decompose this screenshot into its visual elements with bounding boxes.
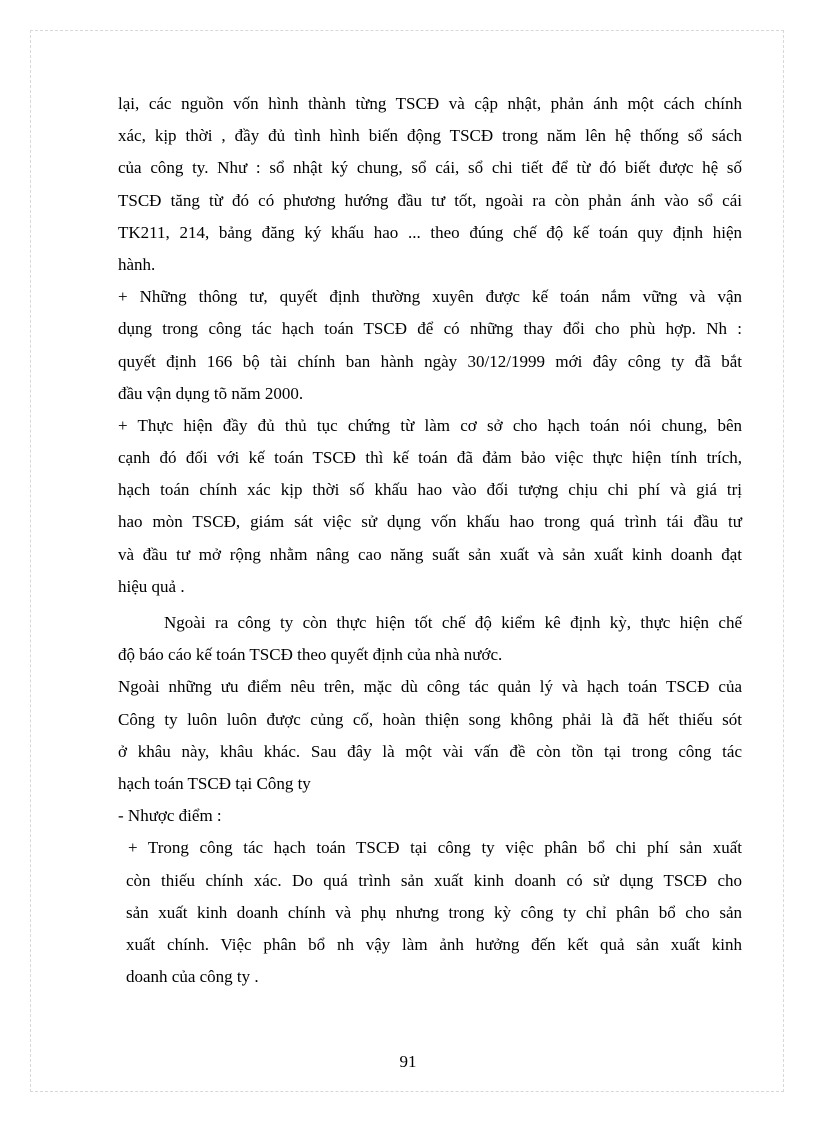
- text-line: hạch toán chính xác kịp thời số khấu hao vào đối tượng chịu chi phí và giá trị: [118, 480, 742, 500]
- text-line: dụng trong công tác hạch toán TSCĐ để có những thay đổi cho phù hợp. Nh :: [118, 319, 742, 339]
- text-line: - Nhược điểm :: [118, 806, 222, 826]
- text-line: xuất chính. Việc phân bổ nh vậy làm ảnh hưởng đến kết quả sản xuất kinh: [126, 934, 742, 954]
- text-line: sản xuất kinh doanh chính và phụ nhưng trong kỳ công ty chỉ phân bổ cho sản: [126, 902, 742, 922]
- text-line: còn thiếu chính xác. Do quá trình sản xuất kinh doanh có sử dụng TSCĐ cho: [126, 870, 742, 890]
- text-line: cạnh đó đối với kế toán TSCĐ thì kế toán đã đảm bảo việc thực hiện tính trích,: [118, 448, 742, 468]
- text-line: doanh của công ty .: [126, 967, 259, 987]
- document-body: [118, 88, 742, 993]
- text-line: TSCĐ tăng từ đó có phương hướng đầu tư tốt, ngoài ra còn phản ánh vào sổ cái: [118, 190, 742, 210]
- text-line: hạch toán TSCĐ tại Công ty: [118, 773, 311, 793]
- text-line: hành.: [118, 254, 156, 274]
- text-line: độ báo cáo kế toán TSCĐ theo quyết định của nhà nước.: [118, 645, 503, 665]
- text-line: đầu vận dụng tõ năm 2000.: [118, 383, 304, 403]
- page-number: 91: [399, 1052, 417, 1071]
- text-line: + Thực hiện đầy đủ thủ tục chứng từ làm cơ sở cho hạch toán nói chung, bên: [118, 415, 742, 435]
- text-line: ở khâu này, khâu khác. Sau đây là một vài vấn đề còn tồn tại trong công tác: [118, 741, 742, 761]
- text-line: xác, kịp thời , đầy đủ tình hình biến động TSCĐ trong năm lên hệ thống sổ sách: [118, 126, 742, 146]
- text-line: hao mòn TSCĐ, giám sát việc sử dụng vốn khấu hao trong quá trình tái đầu tư: [118, 512, 742, 532]
- text-line: Ngoài ra công ty còn thực hiện tốt chế độ kiểm kê định kỳ, thực hiện chế: [164, 613, 742, 632]
- text-line: + Trong công tác hạch toán TSCĐ tại công ty việc phân bổ chi phí sản xuất: [128, 838, 742, 858]
- text-line: TK211, 214, bảng đăng ký khấu hao ... theo đúng chế độ kế toán quy định hiện: [118, 222, 742, 242]
- text-line: Ngoài những ưu điểm nêu trên, mặc dù công tác quản lý và hạch toán TSCĐ của: [118, 677, 742, 697]
- text-line: Công ty luôn luôn được củng cố, hoàn thiện song không phải là đã hết thiếu sót: [118, 709, 742, 729]
- text-line: + Những thông tư, quyết định thường xuyên được kế toán nắm vững và vận: [118, 287, 742, 307]
- text-line: của công ty. Như : sổ nhật ký chung, sổ cái, sổ chi tiết để từ đó biết được hệ số: [118, 158, 742, 178]
- text-line: quyết định 166 bộ tài chính ban hành ngày 30/12/1999 mới đây công ty đã bắt: [118, 351, 742, 371]
- text-line: hiệu quả .: [118, 576, 185, 596]
- text-line: và đầu tư mở rộng nhằm nâng cao năng suất sản xuất và sản xuất kinh doanh đạt: [118, 544, 742, 564]
- text-line: lại, các nguồn vốn hình thành từng TSCĐ và cập nhật, phản ánh một cách chính: [118, 94, 742, 113]
